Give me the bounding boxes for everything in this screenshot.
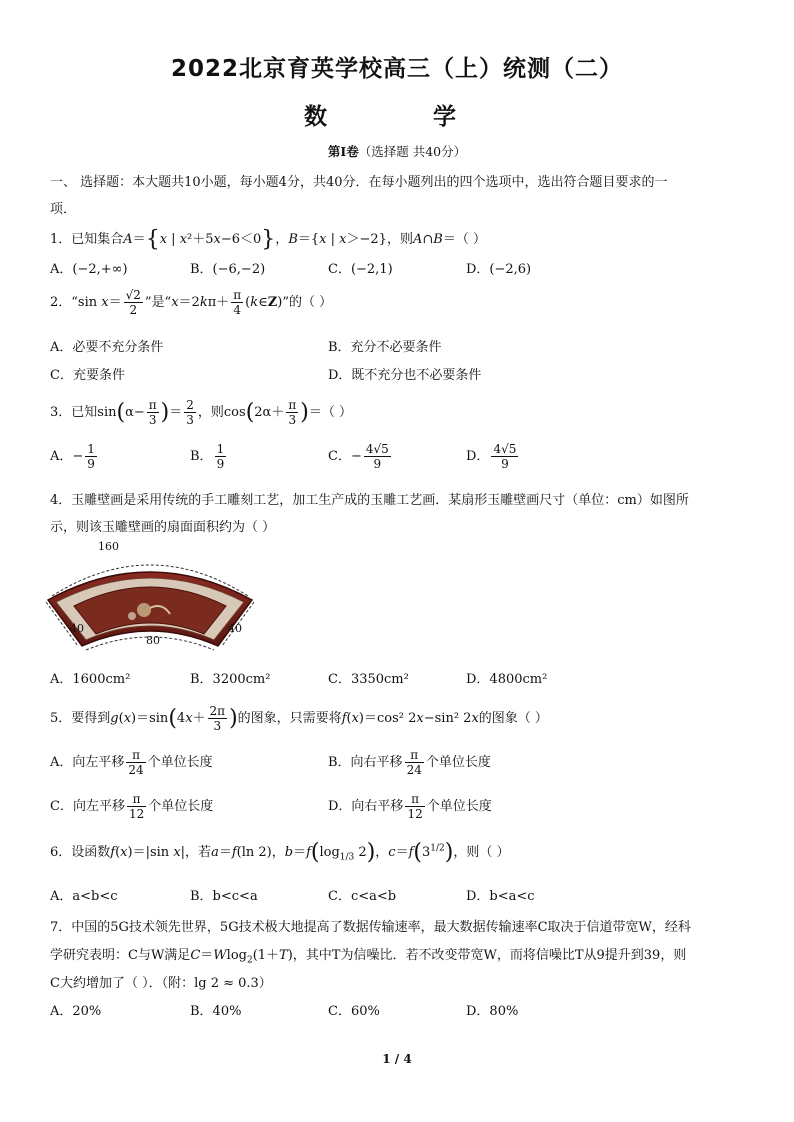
q1-option-d[interactable]: D．(−2,6) xyxy=(466,262,532,277)
part-desc: （选择题 共40分） xyxy=(358,144,467,159)
q3-option-c[interactable]: C．− $\frac{4√5}{9}$ xyxy=(328,442,389,471)
section-instructions: 一、 选择题：本大题共10小题，每小题4分，共40分．在每小题列出的四个选项中，选出符合题目要求的一 xyxy=(50,175,668,190)
question-4-stem: 4．玉雕壁画是采用传统的手工雕刻工艺，加工生产成的玉雕工艺画．某扇形玉雕壁画尺寸（单位：cm）如图所 xyxy=(50,493,689,508)
q7-option-d[interactable]: D．80% xyxy=(466,1004,519,1019)
q7-option-a[interactable]: A．20% xyxy=(50,1004,102,1019)
q1-option-c[interactable]: C．(−2,1) xyxy=(328,262,393,277)
question-7-stem-end: C大约增加了（ ）．（附：lg 2 ≈ 0.3） xyxy=(50,976,272,991)
q6-option-d[interactable]: D．b<a<c xyxy=(466,889,535,904)
q6-option-a[interactable]: A．a<b<c xyxy=(50,889,118,904)
question-5-stem: 5．要得到g(x)＝sin(4x＋ $\frac{2\pi}{3}$ )的图象，只需要将f(x)＝cos² 2x−sin² 2x的图象（ ） xyxy=(50,704,548,733)
q1-option-a[interactable]: A．(−2,+∞) xyxy=(50,262,128,277)
q2-option-d[interactable]: D．既不充分也不必要条件 xyxy=(328,368,482,383)
q2-option-a[interactable]: A．必要不充分条件 xyxy=(50,340,164,355)
q5-option-d[interactable]: D．向右平移 $\frac{\pi}{12}$ 个单位长度 xyxy=(328,792,492,821)
part-heading xyxy=(0,142,794,160)
q7-option-c[interactable]: C．60% xyxy=(328,1004,380,1019)
question-7-stem-cont: 学研究表明：C与W满足C＝Wlog$_2$(1＋T)，其中T为信噪比．若不改变带宽W，而将信噪比T从9提升到39，则 xyxy=(50,948,687,966)
q3-option-d[interactable]: D． $\frac{4√5}{9}$ xyxy=(466,442,517,471)
q6-option-b[interactable]: B．b<c<a xyxy=(190,889,258,904)
q2-option-c[interactable]: C．充要条件 xyxy=(50,368,125,383)
page-number: 1 / 4 xyxy=(382,1052,412,1066)
subject-title: 数 学 xyxy=(303,104,490,130)
figure-label-right: 40 xyxy=(228,622,242,635)
question-6-stem: 6．设函数f(x)＝|sin x|，若a＝f(ln 2)，$b=f(\log_{1/3}$ 2)，$c=f(3^{1/2})$，则（ ） xyxy=(50,840,510,865)
q3-option-a[interactable]: A．− $\frac{1}{9}$ xyxy=(50,442,95,471)
figure-label-top: 160 xyxy=(98,540,119,553)
q4-option-c[interactable]: C．3350cm² xyxy=(328,672,409,687)
question-1-stem: 1．已知集合A＝{x | x²＋5x−6＜0}，B＝{x | x＞−2}，则A∩B＝（ ） xyxy=(50,227,486,252)
q4-option-a[interactable]: A．1600cm² xyxy=(50,672,131,687)
q4-option-d[interactable]: D．4800cm² xyxy=(466,672,548,687)
q4-option-b[interactable]: B．3200cm² xyxy=(190,672,271,687)
q5-option-c[interactable]: C．向左平移 $\frac{\pi}{12}$ 个单位长度 xyxy=(50,792,214,821)
q3-option-b[interactable]: B． $\frac{1}{9}$ xyxy=(190,442,225,471)
q5-option-a[interactable]: A．向左平移 $\frac{\pi}{24}$ 个单位长度 xyxy=(50,748,213,777)
question-2-stem: 2．“sin x＝ $\frac{√2}{2}$ ”是“x＝2kπ＋ $\frac{\pi}{4}$ (k∈Z)”的（ ） xyxy=(50,288,333,317)
part-label: 第Ⅰ卷 xyxy=(327,144,359,159)
section-instructions-cont: 项． xyxy=(50,202,77,217)
page-title: 2022北京育英学校高三（上）统测（二） xyxy=(170,56,623,82)
figure-label-bottom: 80 xyxy=(146,634,160,647)
figure-label-left: 40 xyxy=(70,622,84,635)
question-3-stem: 3．已知sin(α− $\frac{\pi}{3}$ )＝ $\frac{2}{3}$ ，则cos(2α＋ $\frac{\pi}{3}$ )＝（ ） xyxy=(50,398,352,427)
q5-option-b[interactable]: B．向右平移 $\frac{\pi}{24}$ 个单位长度 xyxy=(328,748,491,777)
q7-option-b[interactable]: B．40% xyxy=(190,1004,242,1019)
question-4-stem-cont: 示，则该玉雕壁画的扇面面积约为（ ） xyxy=(50,520,276,535)
q2-option-b[interactable]: B．充分不必要条件 xyxy=(328,340,442,355)
q1-option-b[interactable]: B．(−6,−2) xyxy=(190,262,266,277)
question-7-stem: 7．中国的5G技术领先世界，5G技术极大地提高了数据传输速率，最大数据传输速率C取决于信道带宽W，经科 xyxy=(50,920,691,935)
q6-option-c[interactable]: C．c<a<b xyxy=(328,889,397,904)
